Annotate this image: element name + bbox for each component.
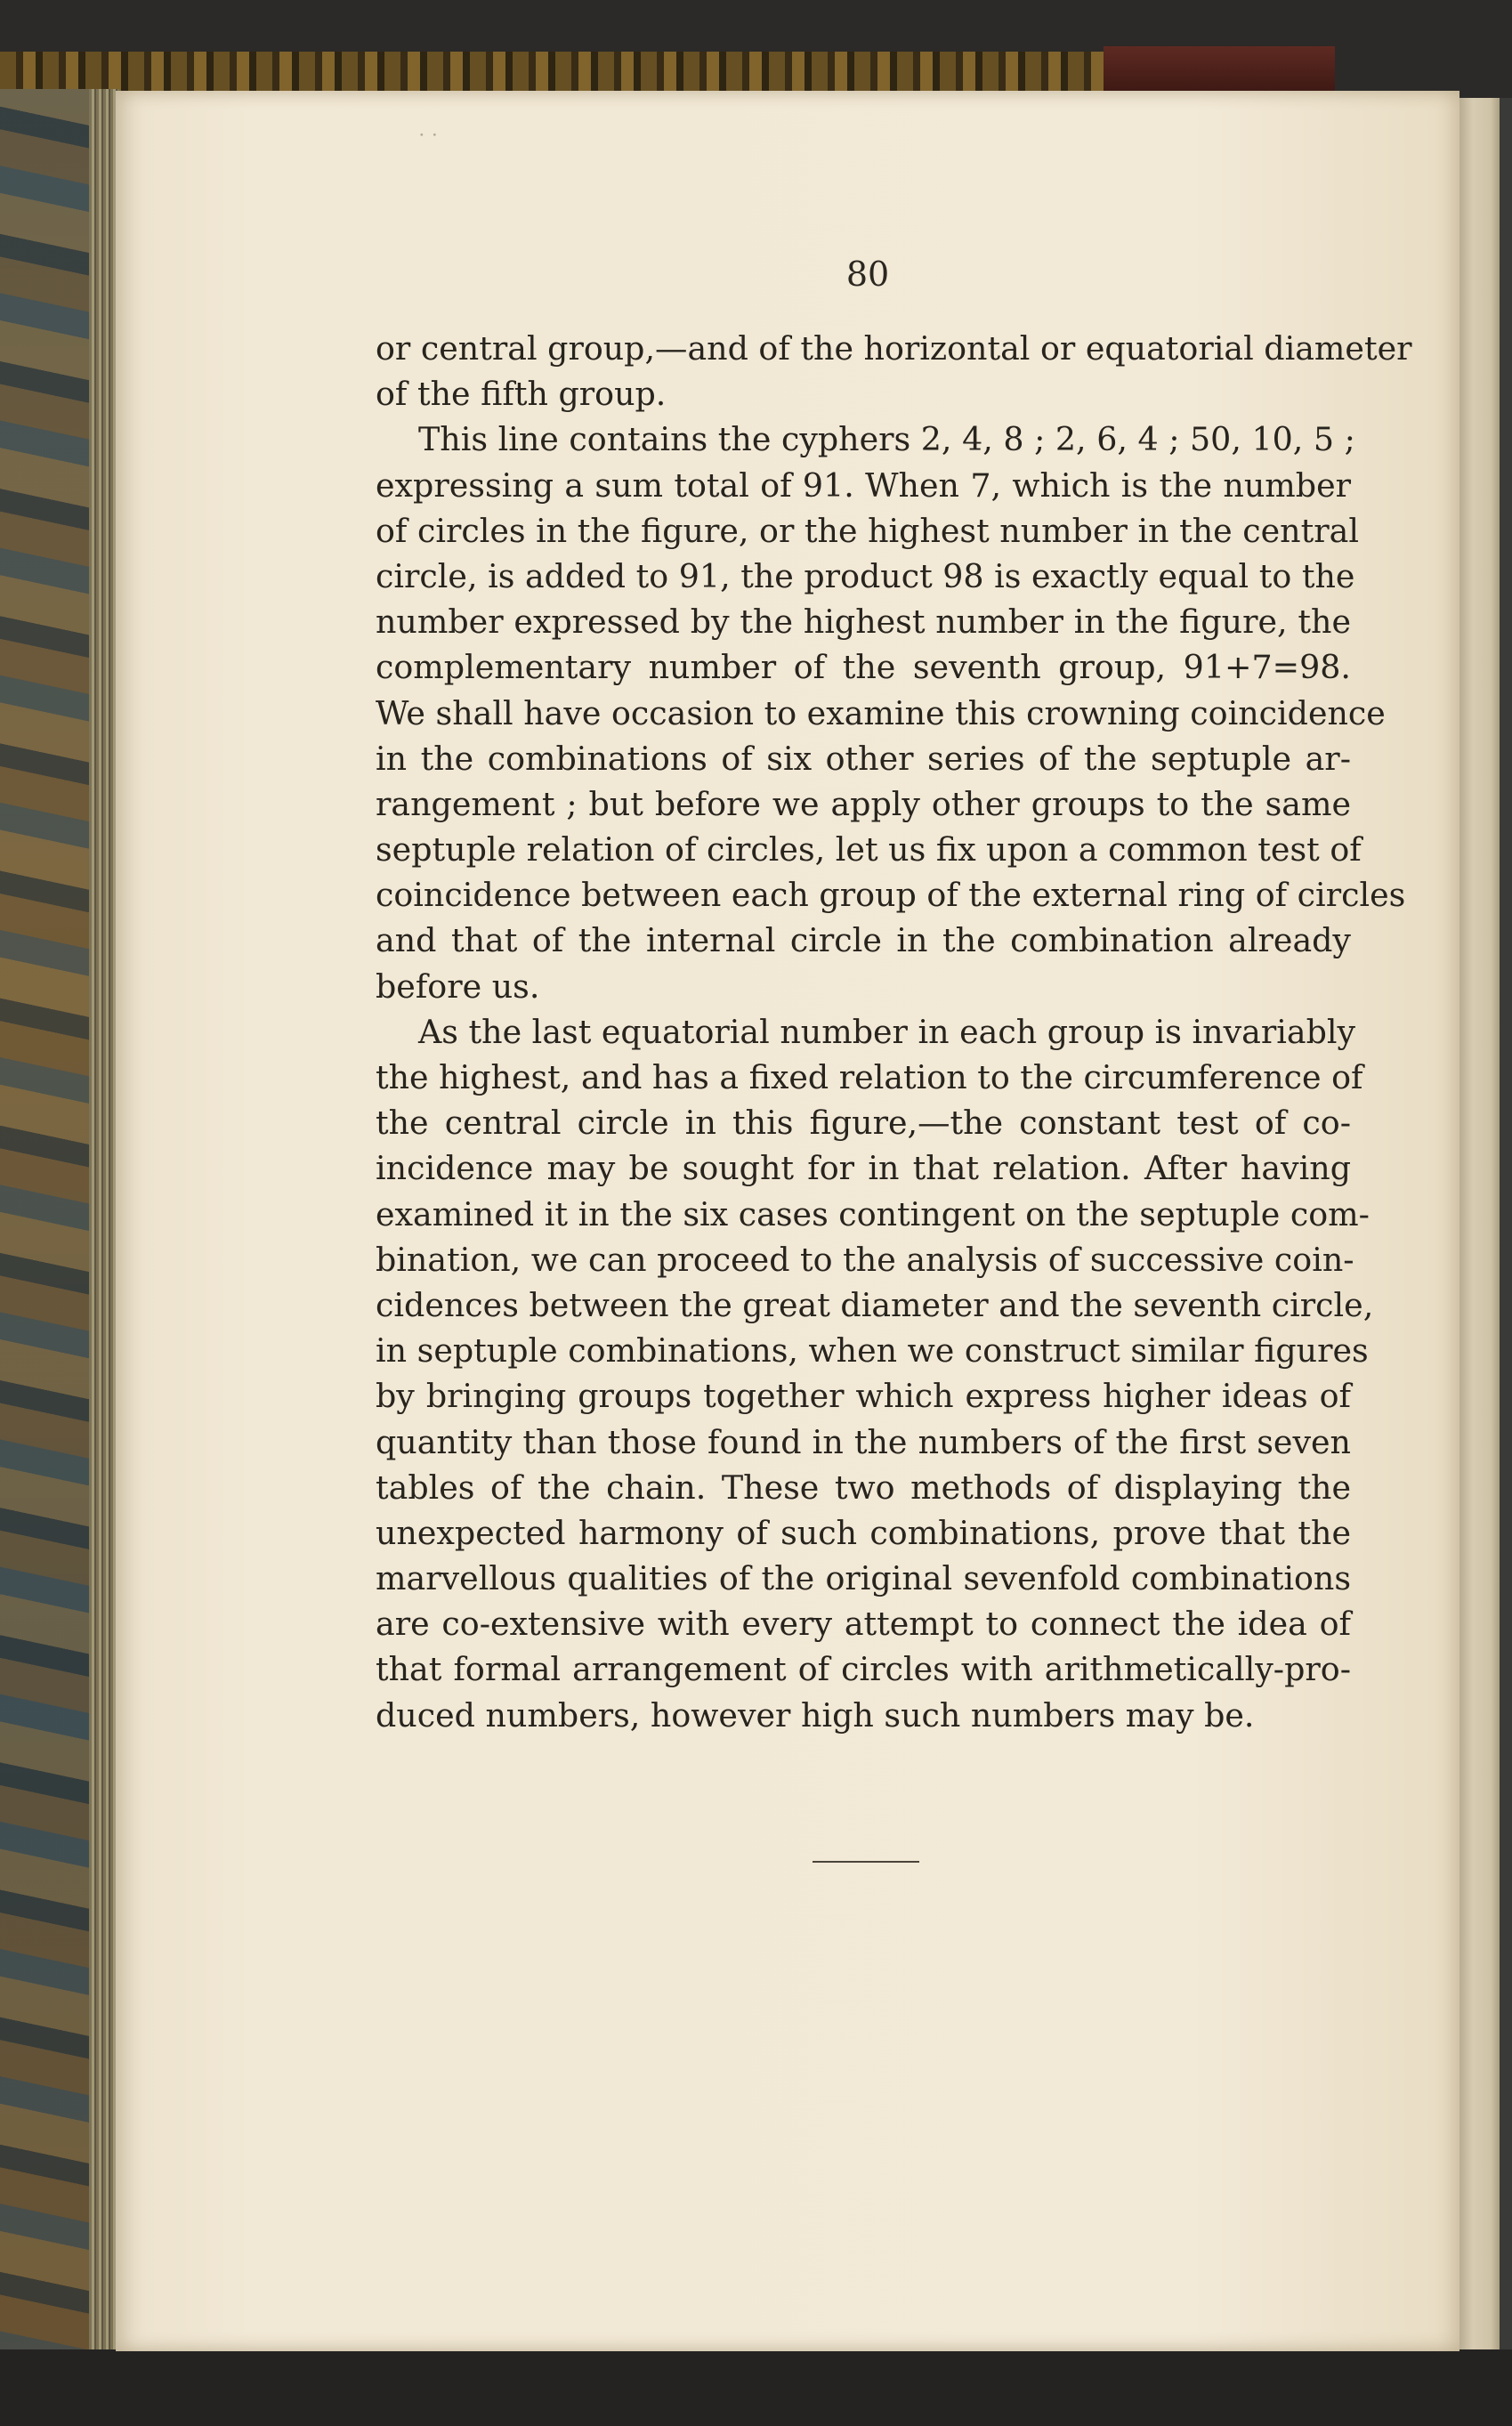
text-line: expressing a sum total of 91. When 7, which is the number	[376, 465, 1351, 505]
next-page-edge	[1459, 98, 1504, 2358]
page-number: 80	[845, 255, 890, 294]
text-line: quantity than those found in the numbers of the first seven	[376, 1422, 1351, 1461]
text-line: the highest, and has a fixed relation to the circumference of	[376, 1058, 1363, 1096]
text-line: As the last equatorial number in each group is invariably	[418, 1012, 1356, 1051]
background-edge	[1500, 98, 1512, 2358]
text-line: the central circle in this figure,—the constant test of co-	[376, 1104, 1351, 1143]
gilt-top-edge	[0, 52, 1104, 96]
text-line: examined it in the six cases contingent on the septuple com-	[376, 1194, 1370, 1233]
text-line: This line contains the cyphers 2, 4, 8 ; 2, 6, 4 ; 50, 10, 5 ;	[418, 420, 1355, 459]
text-line: complementary number of the seventh group, 91+7=98.	[376, 648, 1351, 687]
text-line: tables of the chain. These two methods of displaying the	[376, 1468, 1351, 1507]
text-line: marvellous qualities of the original sevenfold combinations	[376, 1559, 1351, 1598]
text-line: before us.	[376, 966, 540, 1006]
text-line: cidences between the great diameter and the seventh circle,	[376, 1285, 1374, 1324]
text-line: of the fifth group.	[376, 375, 667, 414]
text-line: that formal arrangement of circles with arithmetically-pro-	[376, 1650, 1351, 1689]
text-line: septuple relation of circles, let us fix upon a common test of	[376, 830, 1362, 869]
background-bottom	[0, 2349, 1512, 2426]
text-line: number expressed by the highest number in the figure, the	[376, 602, 1351, 642]
text-line: or central group,—and of the horizontal or equatorial diameter	[376, 329, 1412, 368]
text-line: in septuple combinations, when we construct similar figures	[376, 1331, 1369, 1371]
text-line: are co-extensive with every attempt to connect the idea of	[376, 1605, 1351, 1644]
text-line: incidence may be sought for in that relation. After having	[376, 1149, 1351, 1188]
text-line: circle, is added to 91, the product 98 is exactly equal to the	[376, 556, 1355, 595]
text-line: rangement ; but before we apply other groups to the same	[376, 784, 1351, 823]
closing-rule	[813, 1861, 919, 1863]
text-line: We shall have occasion to examine this crowning coincidence	[376, 693, 1386, 732]
text-line: of circles in the figure, or the highest number in the central	[376, 511, 1359, 550]
marbled-endpaper	[0, 89, 100, 2358]
paper-blemish-icon: ⋅ ⋅	[418, 125, 439, 147]
text-line: coincidence between each group of the external ring of circles	[376, 876, 1406, 915]
text-line: unexpected harmony of such combinations, prove that the	[376, 1513, 1351, 1552]
text-line: by bringing groups together which express higher ideas of	[376, 1377, 1351, 1416]
text-line: duced numbers, however high such numbers may be.	[376, 1695, 1255, 1735]
text-line: bination, we can proceed to the analysis of successive coin-	[376, 1240, 1354, 1279]
page-fore-edge	[89, 89, 119, 2354]
body-text	[376, 326, 1412, 1738]
text-line: in the combinations of six other series of the septuple ar-	[376, 739, 1351, 778]
text-line: and that of the internal circle in the combination already	[376, 921, 1351, 960]
